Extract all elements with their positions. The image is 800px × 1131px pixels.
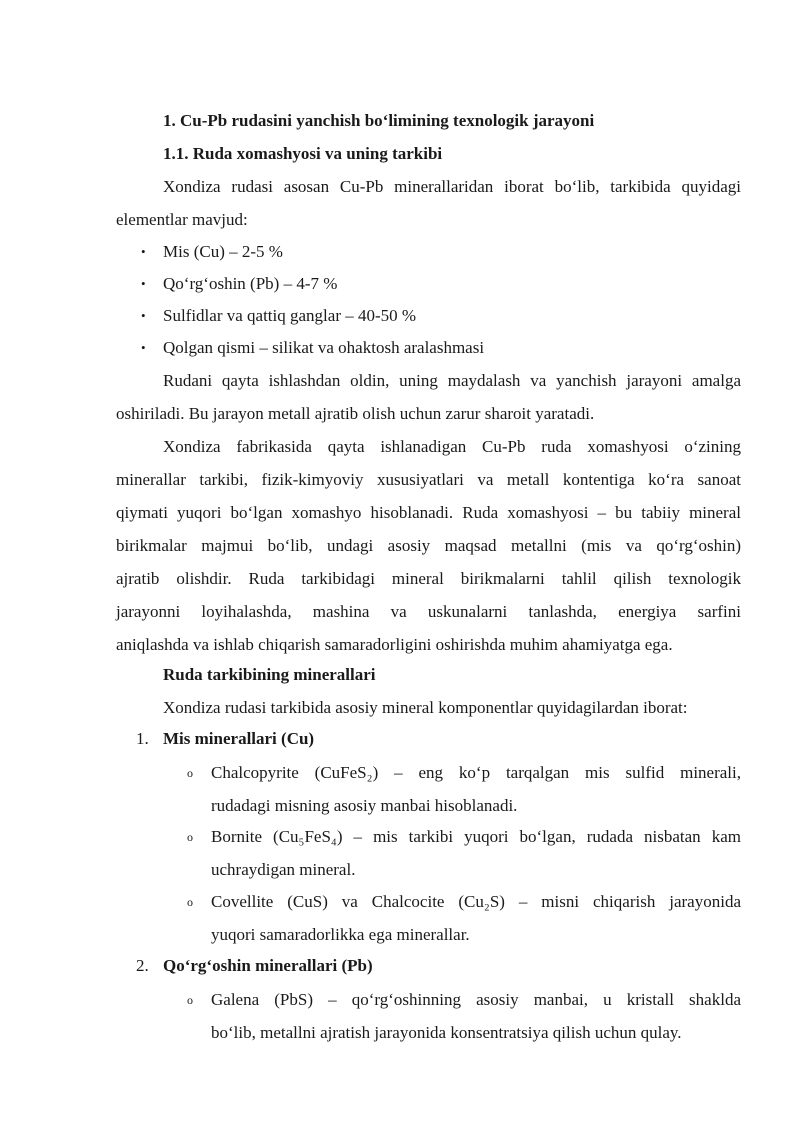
para3-line: qiymati yuqori bo‘lgan xomashyo hisoblanadi. Ruda xomashyosi – bu tabiiy mineral [116,503,741,522]
heading-1-1: 1.1. Ruda xomashyosi va uning tarkibi [163,144,443,163]
para3-line: Xondiza fabrikasida qayta ishlanadigan Cu-Pb ruda xomashyosi o‘zining [163,437,741,456]
list-item: Mis (Cu) – 2-5 % [163,242,283,261]
sub-item-line: yuqori samaradorlikka ega minerallar. [211,925,470,944]
group-title-copper: Mis minerallari (Cu) [163,729,315,748]
circle-marker: o [187,766,193,780]
list-number: 2. [136,956,149,975]
list-item: Sulfidlar va qattiq ganglar – 40-50 % [163,306,417,325]
para3-line: birikmalar majmui bo‘lib, undagi asosiy maqsad metallni (mis va qo‘rg‘oshin) [116,536,741,555]
intro-line-1: Xondiza rudasi asosan Cu-Pb minerallaridan iborat bo‘lib, tarkibida quyidagi [163,177,741,196]
sub-item-line: Covellite (CuS) va Chalcocite (Cu₂S) – misni chiqarish jarayonida [211,892,741,911]
sub-item-line: bo‘lib, metallni ajratish jarayonida konsentratsiya qilish uchun qulay. [211,1023,682,1042]
bullet-marker: • [141,308,146,323]
bullet-marker: • [141,276,146,291]
para3-line: jarayonni loyihalashda, mashina va uskunalarni tanlashda, energiya sarfini [116,602,741,621]
list-item: Qo‘rg‘oshin (Pb) – 4-7 % [163,274,338,293]
sub-item-line: Bornite (Cu₅FeS₄) – mis tarkibi yuqori bo‘lgan, rudada nisbatan kam [211,827,741,846]
bullet-marker: • [141,340,146,355]
circle-marker: o [187,993,193,1007]
bullet-marker: • [141,244,146,259]
sub-item-line: Chalcopyrite (CuFeS₂) – eng ko‘p tarqalgan mis sulfid minerali, [211,763,741,782]
sub-item-line: rudadagi misning asosiy manbai hisoblanadi. [211,796,518,815]
sub-item-line: Galena (PbS) – qo‘rg‘oshinning asosiy manbai, u kristall shaklda [211,990,741,1009]
para3-line: minerallar tarkibi, fizik-kimyoviy xususiyatlari va metall kontentiga ko‘ra sanoat [116,470,741,489]
para3-line: ajratib olishdir. Ruda tarkibidagi mineral birikmalarni tahlil qilish texnologik [116,569,741,588]
para4: Xondiza rudasi tarkibida asosiy mineral komponentlar quyidagilardan iborat: [163,698,688,717]
para2-line-1: Rudani qayta ishlashdan oldin, uning maydalash va yanchish jarayoni amalga [163,371,741,390]
circle-marker: o [187,895,193,909]
minerals-heading: Ruda tarkibining minerallari [163,665,376,684]
para3-line: aniqlashda va ishlab chiqarish samaradorligini oshirishda muhim ahamiyatga ega. [116,635,673,654]
group-title-lead: Qo‘rg‘oshin minerallari (Pb) [163,956,373,975]
heading-1: 1. Cu-Pb rudasini yanchish bo‘limining texnologik jarayoni [163,111,595,130]
list-item: Qolgan qismi – silikat va ohaktosh aralashmasi [163,338,485,357]
list-number: 1. [136,729,149,748]
sub-item-line: uchraydigan mineral. [211,860,356,879]
para2-line-2: oshiriladi. Bu jarayon metall ajratib olish uchun zarur sharoit yaratadi. [116,404,595,423]
circle-marker: o [187,830,193,844]
intro-line-2: elementlar mavjud: [116,210,248,229]
